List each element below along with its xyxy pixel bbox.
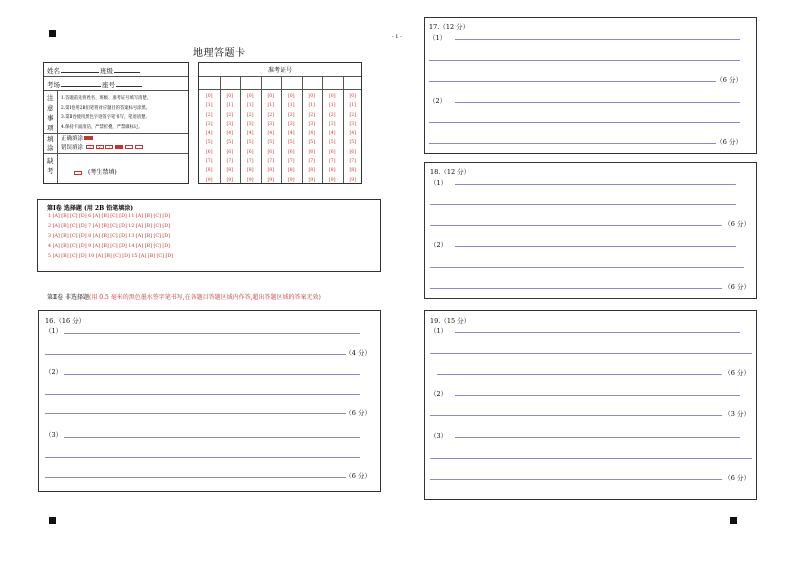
admission-digit-bubble[interactable]: [9] [287, 177, 295, 183]
admission-digit-bubble[interactable]: [1] [205, 103, 213, 109]
notes-heading-char: 项 [47, 124, 54, 132]
answer-line[interactable] [430, 479, 722, 480]
admission-digit-bubble[interactable]: [7] [287, 159, 295, 165]
admission-digit-bubble[interactable]: [6] [205, 149, 213, 155]
admission-digit-bubble[interactable]: [4] [287, 131, 295, 137]
admission-digit-bubble[interactable]: [5] [246, 140, 254, 146]
admission-digit-bubble[interactable]: [5] [349, 140, 356, 146]
part2-instruction: (用 0.5 毫米的黑色墨水签字笔书写,在各题目答题区域内作答,超出答题区域的答案无效) [89, 294, 321, 301]
answer-line[interactable] [429, 81, 716, 82]
mcq-row[interactable]: 5 [A] [B] [C] [D] 10 [A] [B] [C] [D] 15 [A] [B] [C] [D] [48, 254, 174, 259]
class-field[interactable] [114, 72, 140, 73]
admission-digit-bubble[interactable]: [5] [287, 140, 295, 146]
wrong-fill-mark: / [105, 145, 113, 149]
answer-line[interactable] [45, 394, 360, 395]
admission-digit-bubble[interactable]: [9] [349, 177, 356, 183]
page-title: 地理答题卡 [193, 48, 246, 59]
q18-part2-score: （6 分） [724, 283, 750, 291]
note-line: 3.第Ⅱ卷使用黑色字迹签字笔书写，笔迹清楚。 [61, 115, 150, 120]
admission-digit-bubble[interactable]: [2] [287, 112, 295, 118]
admission-column-divider [302, 76, 303, 183]
admission-digit-bubble[interactable]: [8] [205, 168, 213, 174]
admission-digit-bubble[interactable]: [3] [267, 121, 274, 127]
q17-title: 17.（12 分） [429, 23, 470, 31]
admission-digit-bubble[interactable]: [9] [328, 177, 336, 183]
part2-title [47, 292, 321, 301]
answer-line[interactable] [430, 204, 736, 205]
admission-digit-bubble[interactable]: [1] [226, 103, 233, 109]
q17-part1-label: （1） [429, 34, 447, 42]
answer-line[interactable] [455, 437, 740, 438]
wrong-fill-mark [125, 145, 133, 149]
admission-digit-bubble[interactable]: [8] [226, 168, 233, 174]
admission-digit-column [345, 92, 361, 185]
mcq-row[interactable]: 2 [A] [B] [C] [D] 7 [A] [B] [C] [D] 12 [A] [B] [C] [D] [48, 224, 170, 229]
admission-digit-bubble[interactable]: [7] [308, 159, 315, 165]
q18-part1-score: （6 分） [724, 220, 750, 228]
answer-line[interactable] [455, 102, 740, 103]
answer-line[interactable] [430, 353, 752, 354]
note-line: 2.第Ⅰ卷用2B铅笔将对应题目的答案标号涂黑。 [61, 105, 151, 111]
admission-digit-bubble[interactable]: [1] [246, 103, 254, 109]
note-line: 4.保持卡面清洁，严禁折叠，严禁做标记。 [61, 124, 143, 130]
q17-part2-label: （2） [429, 97, 447, 105]
q19-part2-score: （3 分） [724, 410, 750, 418]
answer-line[interactable] [64, 333, 360, 334]
admission-digit-bubble[interactable]: [6] [308, 149, 315, 155]
answer-line[interactable] [455, 332, 740, 333]
answer-line[interactable] [429, 143, 716, 144]
admission-digit-bubble[interactable]: [0] [246, 94, 254, 99]
admission-digit-bubble[interactable]: [7] [349, 159, 356, 165]
answer-line[interactable] [45, 477, 346, 478]
admission-digit-bubble[interactable]: [0] [328, 94, 336, 99]
admission-column-divider [322, 76, 323, 183]
admission-digit-bubble[interactable]: [7] [267, 159, 274, 165]
admission-digit-bubble[interactable]: [4] [246, 131, 254, 137]
admission-digit-bubble[interactable]: [9] [246, 177, 254, 183]
admission-digit-bubble[interactable]: [0] [226, 94, 233, 99]
admission-digit-bubble[interactable]: [0] [308, 94, 315, 99]
q19-part1-score: （6 分） [724, 369, 750, 377]
q16-part3-label: （3） [45, 431, 63, 439]
q17-answer-box [424, 17, 757, 154]
admission-digit-bubble[interactable]: [3] [226, 121, 233, 127]
admission-digit-bubble[interactable]: [3] [287, 121, 295, 127]
q19-answer-box [424, 310, 757, 500]
absent-checkbox[interactable] [74, 171, 82, 175]
admission-digit-bubble[interactable]: [1] [287, 103, 295, 109]
admission-digit-bubble[interactable]: [7] [328, 159, 336, 165]
wrong-fill-label: 错误填涂 [61, 145, 84, 151]
q19-part3-score: （6 分） [724, 474, 750, 482]
admission-digit-bubble[interactable]: [3] [349, 121, 356, 127]
admission-digit-bubble[interactable]: [9] [267, 177, 274, 183]
admission-digit-bubble[interactable]: [4] [328, 131, 336, 137]
admission-column-divider [343, 76, 344, 183]
wrong-fill-mark: ✓ [86, 145, 94, 149]
admission-digit-bubble[interactable]: [7] [246, 159, 254, 165]
admission-digit-bubble[interactable]: [3] [205, 121, 213, 127]
admission-digit-bubble[interactable]: [2] [308, 112, 315, 118]
admission-digit-column [201, 92, 217, 185]
room-field[interactable] [61, 86, 101, 87]
admission-digit-column [304, 92, 320, 185]
student-info-box [43, 62, 189, 184]
name-label: 姓名 [47, 67, 60, 75]
admission-number-box [198, 62, 362, 184]
part1-box [37, 199, 381, 272]
admission-digit-bubble[interactable]: [5] [308, 140, 315, 146]
admission-digit-column [263, 92, 279, 185]
admission-digit-bubble[interactable]: [0] [267, 94, 274, 99]
admission-column-divider [240, 76, 241, 183]
admission-digit-bubble[interactable]: [9] [205, 177, 213, 183]
part1-title: 第Ⅰ卷 选择题 (用 2B 铅笔填涂) [47, 205, 134, 212]
admission-digit-bubble[interactable]: [4] [226, 131, 233, 137]
admission-digit-bubble[interactable]: [6] [246, 149, 254, 155]
correct-fill-mark [84, 136, 93, 140]
q16-part1-score: （4 分） [345, 349, 371, 357]
q17-part1-score: （6 分） [716, 76, 742, 84]
corner-marker-bottom-right [730, 517, 737, 524]
notes-heading-char: 事 [47, 114, 54, 122]
answer-line[interactable] [430, 267, 744, 268]
q16-part2-label: （2） [45, 368, 63, 376]
answer-line[interactable] [430, 225, 722, 226]
q18-title: 18.（12 分） [430, 168, 471, 176]
notes-heading-char: 意 [47, 104, 54, 112]
mcq-row[interactable]: 1 [A] [B] [C] [D] 6 [A] [B] [C] [D] 11 [A] [B] [C] [D] [48, 214, 170, 219]
correct-fill-label: 正确填涂 [61, 136, 84, 142]
admission-digit-bubble[interactable]: [8] [349, 168, 356, 174]
admission-digit-bubble[interactable]: [3] [328, 121, 336, 127]
absent-label: (考生禁填) [88, 169, 117, 176]
name-field[interactable] [61, 72, 99, 73]
q19-part3-label: （3） [430, 432, 448, 440]
admission-digit-bubble[interactable]: [4] [205, 131, 213, 137]
room-label: 考场 [47, 81, 60, 89]
fill-heading-char: 填 [47, 135, 54, 143]
corner-marker-top-left [49, 30, 56, 37]
admission-digit-bubble[interactable]: [5] [267, 140, 274, 146]
q19-part1-label: （1） [430, 327, 448, 335]
admission-digit-bubble[interactable]: [8] [267, 168, 274, 174]
q18-part2-label: （2） [430, 241, 448, 249]
part2-title-main: 第Ⅱ卷 非选择题 [47, 294, 89, 301]
q18-part1-label: （1） [430, 179, 448, 187]
corner-marker-bottom-left [49, 517, 56, 524]
admission-digit-bubble[interactable]: [2] [226, 112, 233, 118]
fill-heading-char: 涂 [47, 144, 54, 152]
admission-column-divider [220, 76, 221, 183]
mcq-row[interactable]: 4 [A] [B] [C] [D] 9 [A] [B] [C] [D] 14 [A] [B] [C] [D] [48, 244, 170, 249]
note-line: 1.答题前先将姓名、班级、准考证号填写清楚。 [61, 96, 152, 101]
admission-digit-bubble[interactable]: [9] [226, 177, 233, 183]
answer-line[interactable] [429, 60, 740, 61]
seat-label: 座号 [102, 81, 115, 89]
admission-digit-bubble[interactable]: [8] [287, 168, 295, 174]
admission-digit-column [283, 92, 299, 185]
wrong-fill-mark [135, 145, 143, 149]
answer-line[interactable] [45, 354, 346, 355]
admission-digit-bubble[interactable]: [8] [246, 168, 254, 174]
q19-title: 19.（15 分） [430, 317, 471, 325]
admission-digit-bubble[interactable]: [6] [226, 149, 233, 155]
q16-answer-box [38, 310, 381, 492]
admission-digit-bubble[interactable]: [7] [226, 159, 233, 165]
admission-digit-bubble[interactable]: [1] [328, 103, 336, 109]
admission-digit-bubble[interactable]: [9] [308, 177, 315, 183]
admission-digit-bubble[interactable]: [8] [328, 168, 336, 174]
admission-digit-bubble[interactable]: [1] [349, 103, 356, 109]
wrong-fill-mark [115, 145, 123, 149]
q19-part2-label: （2） [430, 390, 448, 398]
q16-part1-label: （1） [45, 327, 63, 335]
answer-line[interactable] [455, 395, 740, 396]
admission-digit-bubble[interactable]: [1] [267, 103, 274, 109]
admission-digit-bubble[interactable]: [8] [308, 168, 315, 174]
admission-digit-bubble[interactable]: [2] [328, 112, 336, 118]
seat-field[interactable] [116, 86, 142, 87]
answer-line[interactable] [455, 184, 736, 185]
q16-part2-score: （6 分） [345, 409, 371, 417]
admission-digit-bubble[interactable]: [4] [349, 131, 356, 137]
answer-line[interactable] [64, 437, 360, 438]
answer-line[interactable] [430, 458, 752, 459]
admission-digit-bubble[interactable]: [2] [205, 112, 213, 118]
q16-part3-score: （6 分） [345, 472, 371, 480]
admission-digit-bubble[interactable]: [6] [287, 149, 295, 155]
answer-line[interactable] [45, 413, 346, 414]
admission-digit-column [324, 92, 340, 185]
admission-digit-bubble[interactable]: [6] [349, 149, 356, 155]
answer-line[interactable] [430, 288, 722, 289]
admission-number-title: 准考证号 [267, 67, 292, 74]
absent-heading-char: 考 [47, 167, 54, 175]
q18-answer-box [424, 162, 757, 299]
admission-digit-bubble[interactable]: [2] [267, 112, 274, 118]
admission-digit-bubble[interactable]: [0] [205, 94, 213, 99]
admission-digit-bubble[interactable]: [3] [246, 121, 254, 127]
admission-column-divider [281, 76, 282, 183]
admission-digit-bubble[interactable]: [0] [287, 94, 295, 99]
admission-digit-bubble[interactable]: [6] [267, 149, 274, 155]
admission-digit-bubble[interactable]: [4] [308, 131, 315, 137]
answer-line[interactable] [437, 374, 722, 375]
admission-digit-column [242, 92, 258, 185]
admission-digit-bubble[interactable]: [3] [308, 121, 315, 127]
admission-digit-bubble[interactable]: [2] [349, 112, 356, 118]
mcq-row[interactable]: 3 [A] [B] [C] [D] 8 [A] [B] [C] [D] 13 [A] [B] [C] [D] [48, 234, 170, 239]
page-number: - 1 - [392, 34, 402, 40]
answer-line[interactable] [64, 374, 360, 375]
admission-digit-bubble[interactable]: [6] [328, 149, 336, 155]
admission-digit-bubble[interactable]: [5] [328, 140, 336, 146]
admission-digit-bubble[interactable]: [2] [246, 112, 254, 118]
wrong-fill-mark: ✕ [96, 145, 104, 149]
admission-digit-bubble[interactable]: [4] [267, 131, 274, 137]
admission-digit-bubble[interactable]: [7] [205, 159, 213, 165]
answer-line[interactable] [45, 457, 360, 458]
admission-digit-bubble[interactable]: [5] [205, 140, 213, 146]
admission-digit-bubble[interactable]: [0] [349, 94, 356, 99]
absent-heading-char: 缺 [47, 157, 54, 165]
answer-line[interactable] [430, 415, 722, 416]
admission-column-divider [261, 76, 262, 183]
admission-digit-column [222, 92, 238, 185]
notes-heading-char: 注 [47, 94, 54, 102]
class-label: 班级 [100, 67, 113, 75]
answer-line[interactable] [429, 122, 740, 123]
answer-line[interactable] [455, 39, 740, 40]
answer-line[interactable] [455, 246, 736, 247]
q17-part2-score: （6 分） [716, 138, 742, 146]
admission-digit-bubble[interactable]: [1] [308, 103, 315, 109]
admission-digit-bubble[interactable]: [5] [226, 140, 233, 146]
q16-title: 16.（16 分） [45, 317, 86, 325]
